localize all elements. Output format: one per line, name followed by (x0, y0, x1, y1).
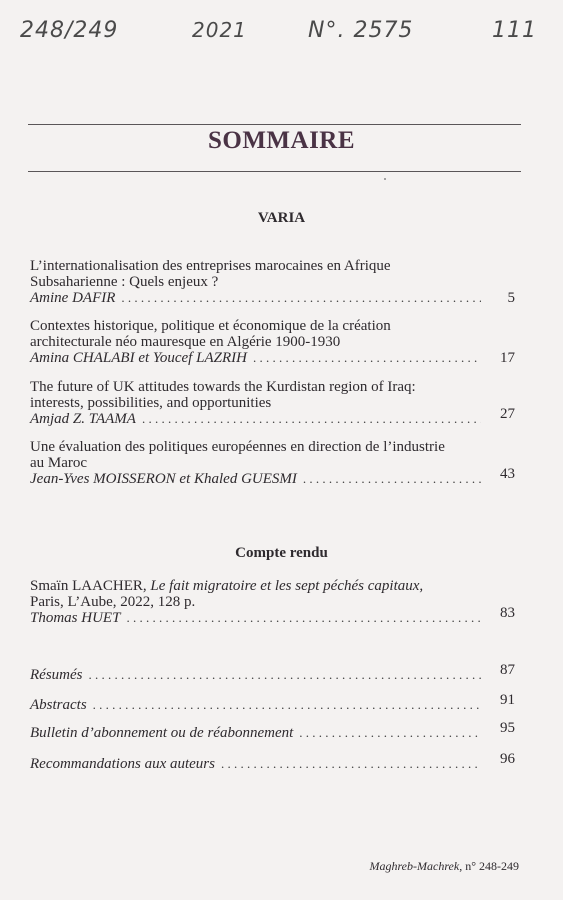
entry-page-number: 5 (507, 290, 515, 306)
dot-leader (253, 350, 481, 366)
section-heading-varia: VARIA (257, 210, 306, 226)
dot-leader (142, 411, 481, 427)
title-rule-bottom (28, 171, 521, 172)
appendix-row (30, 662, 515, 683)
review-reference-line (30, 578, 515, 594)
toc-entry[interactable] (30, 439, 515, 487)
entry-author: Amina CHALABI et Youcef LAZRIH (30, 350, 247, 366)
page-footer (369, 859, 519, 874)
toc-entry[interactable] (30, 379, 515, 427)
appendix-row (30, 751, 515, 772)
dot-leader (299, 725, 481, 741)
appendix-label: Résumés (30, 667, 83, 683)
entry-author-row (30, 290, 515, 306)
entry-title-line: L’internationalisation des entreprises marocaines en Afrique (30, 258, 391, 274)
entry-title-line: Une évaluation des politiques européennes en direction de l’industrie (30, 439, 445, 455)
footer-issue: , n° 248-249 (459, 859, 519, 873)
entry-page-number: 17 (500, 350, 515, 366)
entry-title-line: interests, possibilities, and opportunities (30, 395, 272, 411)
dot-leader (221, 756, 481, 772)
entry-title-line: The future of UK attitudes towards the Kurdistan region of Iraq: (30, 379, 416, 395)
review-book-author: Smaïn LAACHER, (30, 578, 151, 594)
entry-title-line: Subsaharienne : Quels enjeux ? (30, 274, 219, 290)
entry-author: Jean-Yves MOISSERON et Khaled GUESMI (30, 471, 297, 487)
toc-entry-review[interactable] (30, 578, 515, 626)
footer-journal: Maghreb-Machrek (369, 859, 460, 873)
entry-author-row (30, 406, 515, 427)
handwritten-year: 2021 (192, 18, 247, 42)
entry-page-number: 96 (500, 751, 515, 767)
entry-page-number: 83 (500, 605, 515, 621)
entry-author: Amjad Z. TAAMA (30, 411, 136, 427)
appendix-label: Recommandations aux auteurs (30, 756, 215, 772)
toc-entry[interactable] (30, 258, 515, 306)
review-book-title: Le fait migratoire et les sept péchés capitaux, (150, 578, 424, 594)
page-title: SOMMAIRE (207, 127, 356, 154)
dot-leader (303, 471, 481, 487)
speck (384, 178, 386, 180)
entry-author: Amine DAFIR (30, 290, 116, 306)
dot-leader (93, 697, 481, 713)
appendix-label: Abstracts (30, 697, 87, 713)
appendix-label: Bulletin d’abonnement ou de réabonnement (30, 725, 294, 741)
entry-author-row (30, 350, 515, 366)
toc-entry[interactable] (30, 318, 515, 366)
entry-page-number: 95 (500, 720, 515, 736)
appendix-row (30, 692, 515, 713)
entry-title-line: au Maroc (30, 455, 88, 471)
entry-page-number: 43 (500, 466, 515, 482)
toc-entry-abstracts[interactable] (30, 692, 515, 713)
entry-page-number: 87 (500, 662, 515, 678)
handwritten-number: N°. 2575 (308, 18, 414, 43)
title-rule-top (28, 124, 521, 125)
handwritten-code: 111 (492, 18, 537, 43)
entry-page-number: 91 (500, 692, 515, 708)
handwritten-annotation (20, 18, 545, 58)
handwritten-issue: 248/249 (20, 18, 119, 43)
toc-entry-recommandations[interactable] (30, 751, 515, 772)
toc-entry-resumes[interactable] (30, 662, 515, 683)
dot-leader (126, 610, 481, 626)
appendix-row (30, 720, 515, 741)
toc-entry-bulletin[interactable] (30, 720, 515, 741)
entry-author: Thomas HUET (30, 610, 121, 626)
entry-author-row (30, 605, 515, 626)
entry-title-line: Contextes historique, politique et économique de la création (30, 318, 391, 334)
entry-author-row (30, 466, 515, 487)
dot-leader (121, 290, 481, 306)
entry-title-line: architecturale néo mauresque en Algérie 1900-1930 (30, 334, 341, 350)
entry-page-number: 27 (500, 406, 515, 422)
section-heading-compte-rendu: Compte rendu (235, 545, 328, 561)
dot-leader (89, 667, 482, 683)
review-publisher-line: Paris, L’Aube, 2022, 128 p. (30, 594, 196, 610)
